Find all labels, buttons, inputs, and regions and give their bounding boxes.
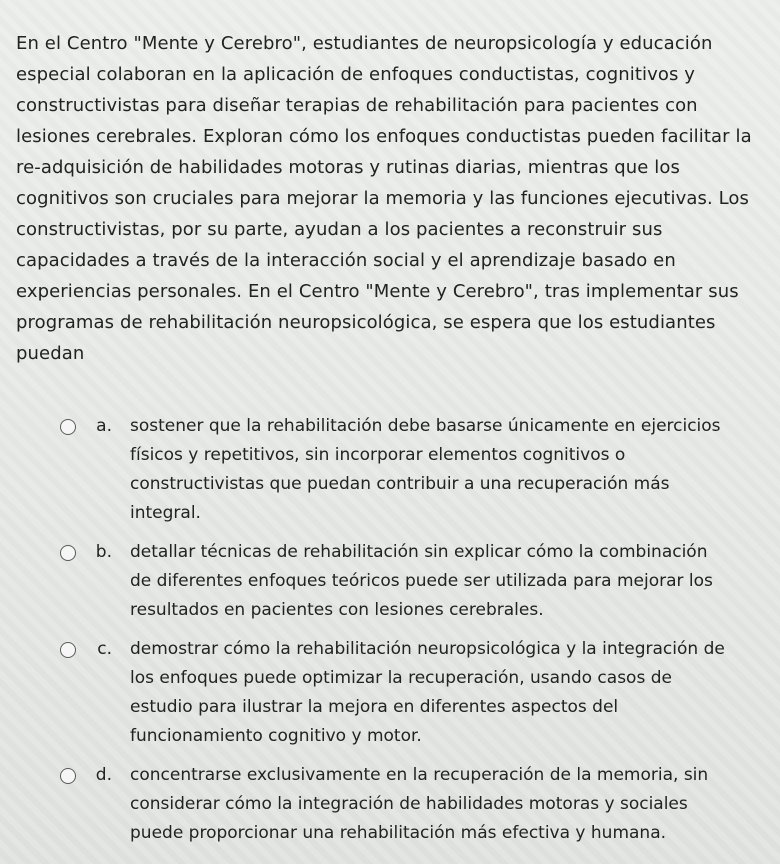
option-c-letter: c. (97, 639, 112, 659)
radio-b[interactable] (60, 545, 76, 561)
option-c[interactable] (60, 635, 750, 751)
radio-a[interactable] (60, 419, 76, 435)
option-a-letter: a. (96, 416, 112, 436)
option-d-letter: d. (95, 765, 112, 785)
option-b-letter: b. (95, 542, 112, 562)
option-a-text: sostener que la rehabilitación debe basarse únicamente en ejercicios físicos y repetitivos, sin incorporar elementos cognitivos o constructivistas que puedan contribuir a una recuperación más integral. (130, 416, 721, 523)
question-text: En el Centro "Mente y Cerebro", estudiantes de neuropsicología y educación especial colaboran en la aplicación de enfoques conductistas, cognitivos y constructivistas para diseñar terapias de rehabilitación para pacientes con lesiones cerebrales. Exploran cómo los enfoques conductistas pueden facilitar la re-adquisición de habilidades motoras y rutinas diarias, mientras que los cognitivos son cruciales para mejorar la memoria y las funciones ejecutivas. Los constructivistas, por su parte, ayudan a los pacientes a reconstruir sus capacidades a través de la interacción social y el aprendizaje basado en experiencias personales. En el Centro "Mente y Cerebro", tras implementar sus programas de rehabilitación neuropsicológica, se espera que los estudiantes puedan (16, 33, 752, 364)
answer-options (60, 412, 750, 858)
option-c-text: demostrar cómo la rehabilitación neuropsicológica y la integración de los enfoques puede optimizar la recuperación, usando casos de estudio para ilustrar la mejora en diferentes aspectos del funcionamiento cognitivo y motor. (130, 639, 725, 746)
radio-c[interactable] (60, 642, 76, 658)
option-b[interactable] (60, 538, 750, 625)
option-d-text: concentrarse exclusivamente en la recuperación de la memoria, sin considerar cómo la integración de habilidades motoras y sociales puede proporcionar una rehabilitación más efectiva y humana. (130, 765, 709, 843)
radio-d[interactable] (60, 768, 76, 784)
option-d[interactable] (60, 761, 750, 848)
option-a[interactable] (60, 412, 750, 528)
option-b-text: detallar técnicas de rehabilitación sin explicar cómo la combinación de diferentes enfoques teóricos puede ser utilizada para mejorar los resultados en pacientes con lesiones cerebrales. (130, 542, 713, 620)
